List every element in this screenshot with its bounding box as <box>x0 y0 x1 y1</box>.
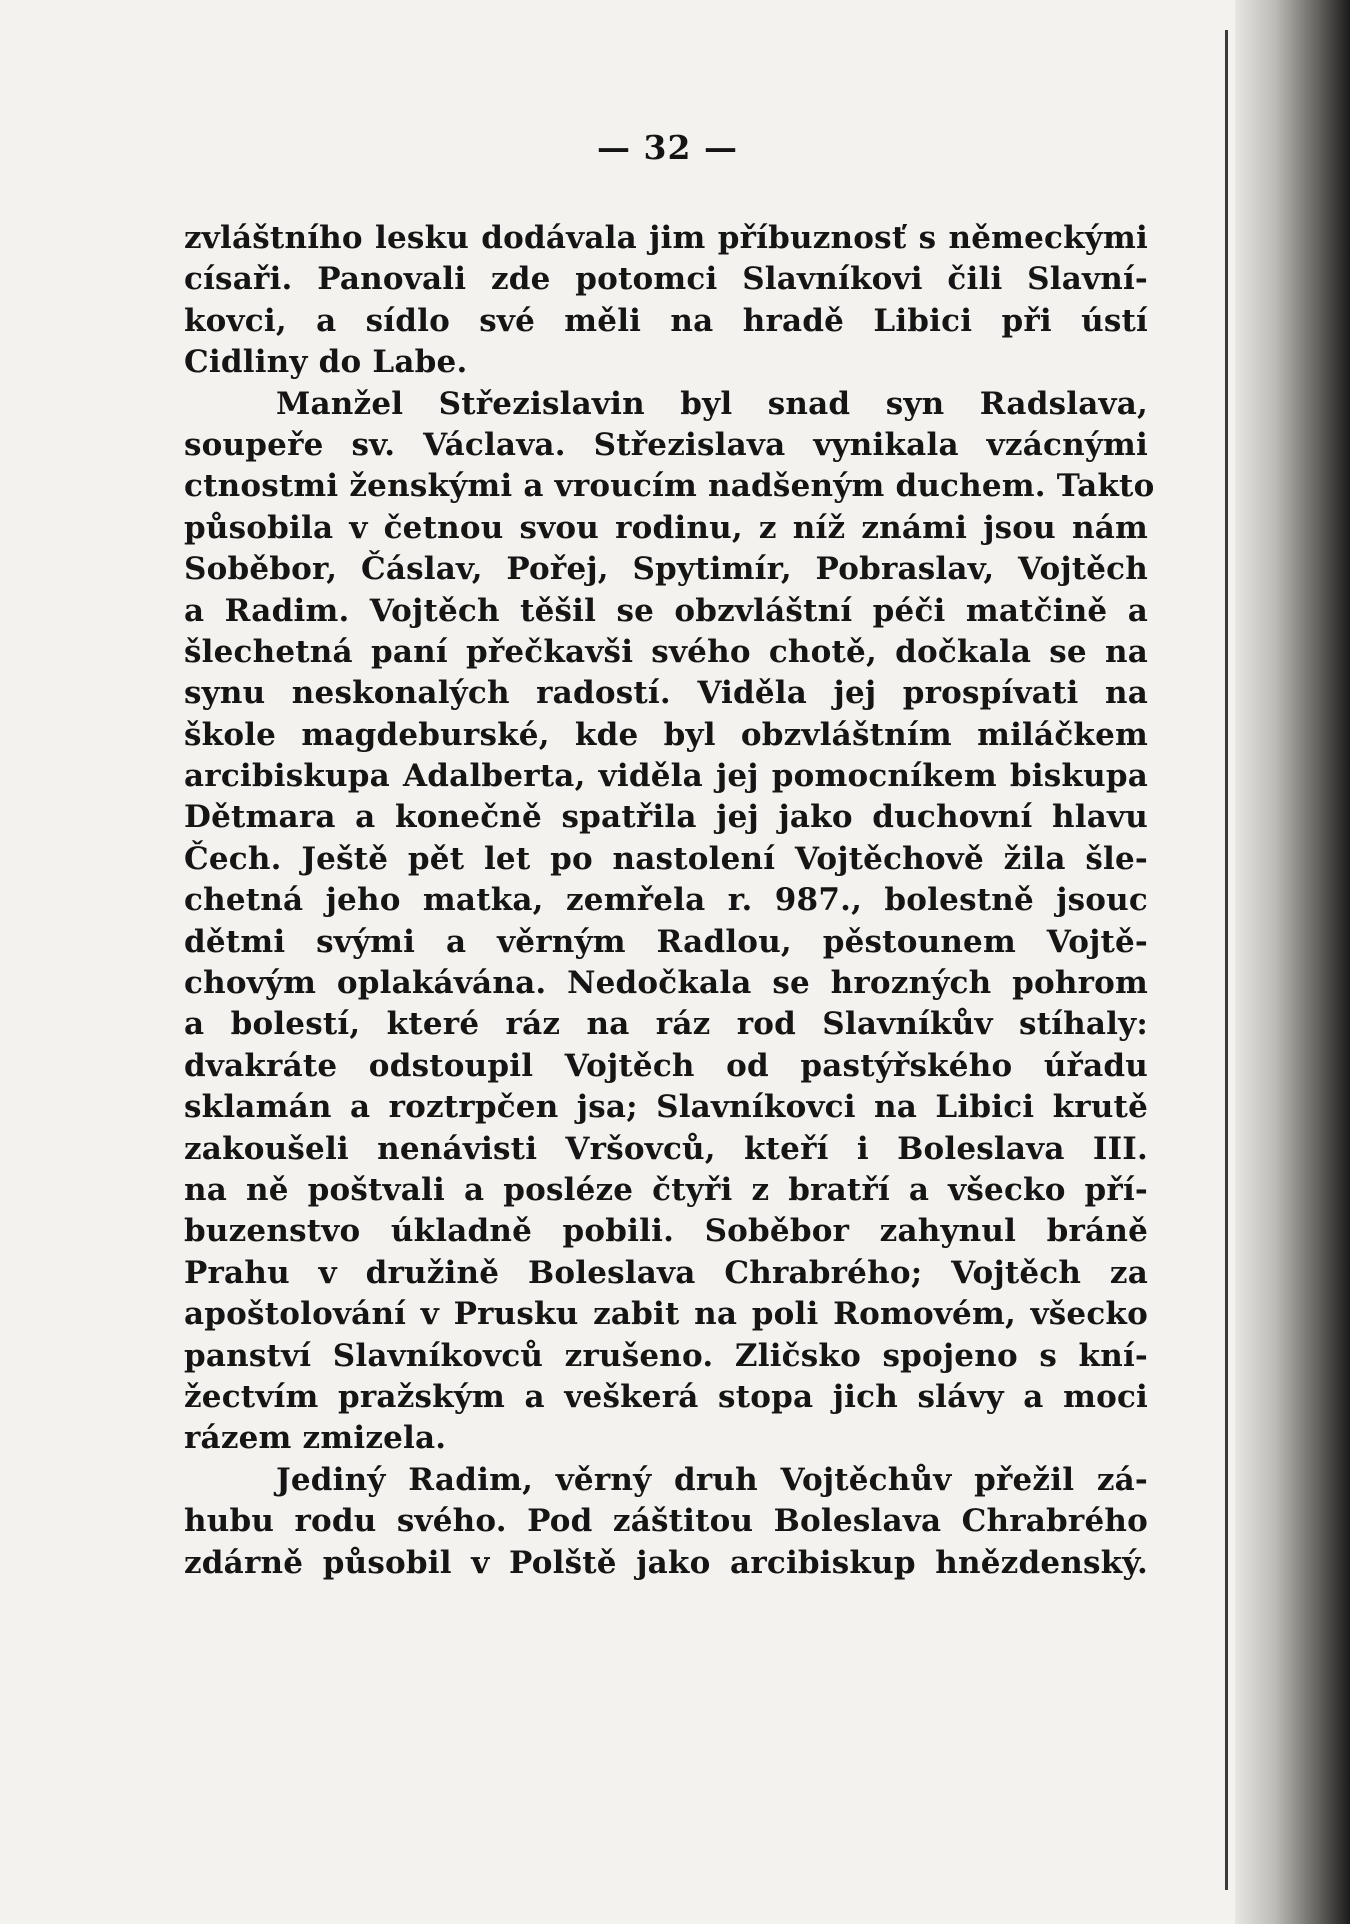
body-text <box>184 218 1155 1584</box>
text-line: zvláštního lesku dodávala jim příbuznosť s německými <box>184 220 1148 256</box>
page-number: — 32 — <box>597 128 738 167</box>
text-line: Dětmara a konečně spatřila jej jako duchovní hlavu <box>184 799 1148 836</box>
text-line: šlechetná paní přečkavši svého chotě, dočkala se na <box>184 633 1148 670</box>
text-line: ctnostmi ženskými a vroucím nadšeným duchem. Takto <box>184 468 1155 505</box>
text-line: kovci, a sídlo své měli na hradě Libici při ústí <box>184 302 1148 339</box>
text-line: Čech. Ještě pět let po nastolení Vojtěchově žila šle- <box>184 840 1148 877</box>
text-line: chetná jeho matka, zemřela r. 987., bolestně jsouc <box>184 882 1148 919</box>
text-line: císaři. Panovali zde potomci Slavníkovi čili Slavní- <box>184 261 1148 298</box>
text-line: Soběbor, Čáslav, Pořej, Spytimír, Pobraslav, Vojtěch <box>184 551 1148 588</box>
page-edge-line <box>1225 30 1228 1890</box>
text-line: a bolestí, které ráz na ráz rod Slavníkův stíhaly: <box>184 1006 1148 1043</box>
text-line: rázem zmizela. <box>184 1420 447 1457</box>
text-line: žectvím pražským a veškerá stopa jich slávy a moci <box>184 1378 1148 1415</box>
text-line: apoštolování v Prusku zabit na poli Romovém, všecko <box>184 1296 1148 1333</box>
text-line: panství Slavníkovců zrušeno. Zličsko spojeno s kní- <box>184 1337 1148 1374</box>
page-gutter-shadow <box>1235 0 1350 1924</box>
text-line: hubu rodu svého. Pod záštitou Boleslava Chrabrého <box>184 1503 1148 1540</box>
text-line: arcibiskupa Adalberta, viděla jej pomocníkem biskupa <box>184 758 1148 795</box>
text-line: dvakráte odstoupil Vojtěch od pastýřského úřadu <box>184 1047 1148 1084</box>
text-line: buzenstvo úkladně pobili. Soběbor zahynul bráně <box>184 1213 1148 1250</box>
text-line: chovým oplakávána. Nedočkala se hrozných pohrom <box>184 965 1148 1002</box>
text-line: Manžel Střezislavin byl snad syn Radslava, <box>276 385 1148 422</box>
text-line: Prahu v družině Boleslava Chrabrého; Vojtěch za <box>184 1254 1148 1291</box>
text-line: soupeře sv. Václava. Střezislava vynikala vzácnými <box>184 426 1148 463</box>
text-line: zdárně působil v Polště jako arcibiskup hnězdenský. <box>184 1544 1148 1581</box>
text-line: zakoušeli nenávisti Vršovců, kteří i Boleslava III. <box>184 1130 1148 1167</box>
text-line: na ně poštvali a posléze čtyři z bratří a všecko pří- <box>184 1171 1148 1208</box>
text-line: sklamán a roztrpčen jsa; Slavníkovci na Libici krutě <box>184 1089 1148 1126</box>
text-line: Cidliny do Labe. <box>184 344 468 381</box>
text-line: a Radim. Vojtěch těšil se obzvláštní péči matčině a <box>184 592 1148 629</box>
text-line: škole magdeburské, kde byl obzvláštním miláčkem <box>184 716 1148 753</box>
text-line: Jediný Radim, věrný druh Vojtěchův přežil zá- <box>276 1461 1148 1498</box>
text-line: působila v četnou svou rodinu, z níž známi jsou nám <box>184 509 1148 546</box>
text-line: synu neskonalých radostí. Viděla jej prospívati na <box>184 675 1148 712</box>
text-line: dětmi svými a věrným Radlou, pěstounem Vojtě- <box>184 923 1148 960</box>
